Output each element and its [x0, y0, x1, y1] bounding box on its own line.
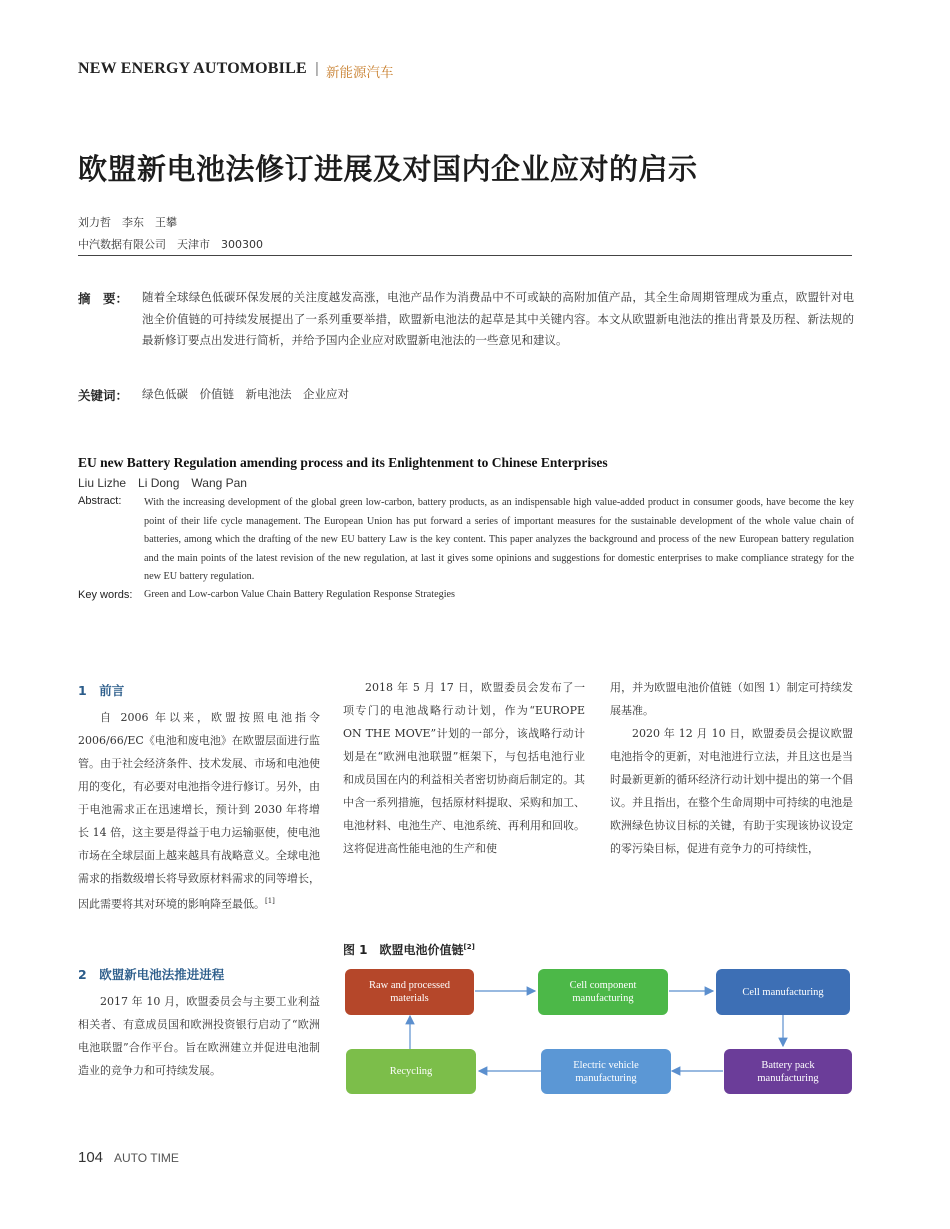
header-section-en: NEW ENERGY AUTOMOBILE	[78, 60, 307, 77]
authors-en: Liu Lizhe Li Dong Wang Pan	[78, 476, 247, 490]
keywords-cn-text: 绿色低碳 价值链 新电池法 企业应对	[142, 387, 349, 401]
column-3-paragraph-1: 用，并为欧盟电池价值链（如图 1）制定可持续发展基准。	[610, 681, 853, 717]
section-1-heading: 1 前言	[78, 683, 125, 698]
section-2-paragraph: 2017 年 10 月，欧盟委员会与主要工业利益相关者、有意成员国和欧洲投资银行启动了“欧洲电池联盟”合作平台。旨在欧洲建立并促进电池制造业的竞争力和可持续发展。	[78, 995, 320, 1077]
journal-name: AUTO TIME	[114, 1151, 179, 1165]
header-separator: |	[315, 60, 319, 77]
article-title: 欧盟新电池法修订进展及对国内企业应对的启示	[78, 152, 698, 186]
header-section-cn: 新能源汽车	[326, 65, 394, 81]
page-number: 104	[78, 1149, 104, 1166]
keywords-en-text: Green and Low-carbon Value Chain Battery Regulation Response Strategies	[144, 589, 456, 600]
abstract-en-text: With the increasing development of the global green low-carbon, battery products, as an indispensable high value-added product in consumer goods, have become the key point of their life cycle management. The European Union has put forward a series of important measures for the sustainable development of the whole value chain of batteries, among which the drafting of the new EU battery Law is the key content. This paper analyzes the background and process of the new European battery regulation and the main points of the latest revision of the new regulation, at last it gives some opinions and suggestions for domestic enterprises to make compliance strategy for the new EU battery regulation.	[144, 497, 854, 582]
abstract-cn-text: 随着全球绿色低碳环保发展的关注度越发高涨，电池产品作为消费品中不可或缺的高附加值产品，其全生命周期管理成为重点，欧盟针对电池全价值链的可持续发展提出了一系列重要举措，欧盟新电池法的起草是其中关键内容。本文从欧盟新电池法的推出背景及历程、新法规的最新修订要点出发进行简析，并给予国内企业应对欧盟新电池法的一些意见和建议。	[142, 290, 854, 347]
authors: 刘力哲 李东 王攀	[78, 216, 177, 229]
section-1-paragraph: 自 2006 年以来，欧盟按照电池指令 2006/66/EC《电池和废电池》在欧盟层面进行监管。由于社会经济条件、技术发展、市场和电池使用的变化，有必要对电池指令进行修订。另外，由于电池需求正在迅速增长，预计到 2030 年将增长 14 倍，这主要是得益于电力运输驱使，使电池市场在全球层面上越来越具有战略意义。全球电池需求的指数级增长将导致原材料需求的同等增长，因此需要将其对环境的影响降至最低。[1]	[78, 711, 320, 911]
node-cell-component: Cell component manufacturing	[538, 969, 668, 1015]
article-title-en: EU new Battery Regulation amending process and its Enlightenment to Chinese Enterprises	[78, 455, 608, 470]
affiliation: 中汽数据有限公司 天津市 300300	[78, 238, 263, 251]
column-2-paragraph: 2018 年 5 月 17 日，欧盟委员会发布了一项专门的电池战略行动计划，作为“EUROPE ON THE MOVE”计划的一部分，该战略行动计划是在“欧洲电池联盟”框架下，与包括电池行业和成员国在内的利益相关者密切协商后制定的。其中含一系列措施，包括原材料提取、采购和加工、电池材料、电池生产、电池系统、再利用和回收。这将促进高性能电池的生产和使	[343, 681, 585, 855]
figure-citation[interactable]: [2]	[463, 943, 475, 951]
abstract-cn-label: 摘 要：	[78, 291, 129, 306]
section-2-heading: 2 欧盟新电池法推进进程	[78, 967, 225, 982]
abstract-en-label: Abstract:	[78, 495, 122, 507]
node-raw-materials: Raw and processed materials	[345, 969, 474, 1015]
node-cell-manufacturing: Cell manufacturing	[716, 969, 850, 1015]
keywords-en-label: Key words:	[78, 589, 133, 601]
figure-1-title: 图 1 欧盟电池价值链[2]	[343, 943, 475, 957]
node-recycling: Recycling	[346, 1049, 476, 1094]
citation-1[interactable]: [1]	[265, 897, 275, 905]
keywords-cn-label: 关键词：	[78, 388, 129, 403]
column-3-paragraph-2: 2020 年 12 月 10 日，欧盟委员会提议欧盟电池指令的更新，对电池进行立法，并且这也是当时最新更新的循环经济行动计划中提出的第一个倡议。并且指出，在整个生命周期中可持续的电池是欧洲绿色协议目标的关键，有助于实现该协议设定的零污染目标，促进有竞争力的可持续性，	[610, 727, 853, 855]
node-battery-pack: Battery pack manufacturing	[724, 1049, 852, 1094]
node-electric-vehicle: Electric vehicle manufacturing	[541, 1049, 671, 1094]
